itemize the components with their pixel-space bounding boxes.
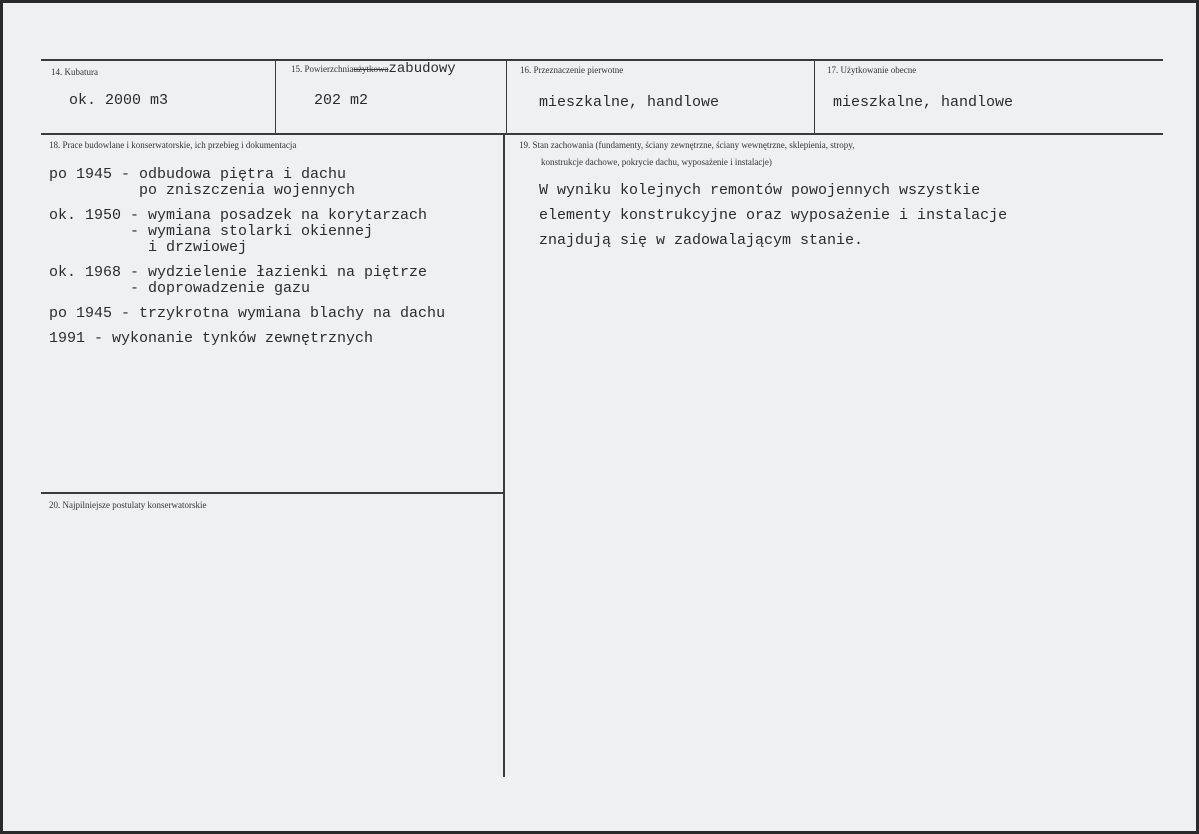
prace-entry [49, 306, 445, 322]
uzytkowanie-label: 17. Użytkowanie obecne [827, 65, 917, 75]
uzytkowanie-value: mieszkalne, handlowe [833, 94, 1014, 111]
kubatura-label: 14. Kubatura [51, 67, 98, 77]
stan-text-line: W wyniku kolejnych remontów powojennych wszystkie [539, 182, 981, 199]
main-column-divider [503, 135, 505, 777]
kubatura-value: ok. 2000 m3 [69, 92, 169, 109]
powierzchnia-label [291, 61, 456, 77]
top-rule [41, 59, 1163, 61]
prace-entry [49, 167, 445, 199]
prace-line: ok. 1950 - wymiana posadzek na korytarzach [49, 207, 428, 224]
divider-14-15 [275, 61, 276, 133]
prace-line: ok. 1968 - wydzielenie łazienki na piętrze [49, 264, 428, 281]
prace-line: - doprowadzenie gazu [49, 280, 311, 297]
stan-label-line2: konstrukcje dachowe, pokrycie dachu, wyposażenie i instalacje) [541, 157, 772, 167]
prace-entry [49, 331, 445, 347]
prace-line: po 1945 - trzykrotna wymiana blachy na dachu [49, 305, 446, 322]
stan-text [539, 178, 1099, 253]
powierzchnia-label-prefix: 15. Powierzchnia [291, 64, 354, 74]
postulaty-label: 20. Najpilniejsze postulaty konserwatorskie [49, 500, 207, 510]
divider-15-16 [506, 61, 507, 133]
row1-bottom-rule [41, 133, 1163, 135]
przeznaczenie-label: 16. Przeznaczenie pierwotne [520, 65, 624, 75]
prace-line: po zniszczenia wojennych [49, 182, 356, 199]
prace-entry [49, 265, 445, 297]
stan-label-line1: 19. Stan zachowania (fundamenty, ściany zewnętrzne, ściany wewnętrzne, sklepienia, stropy, [519, 140, 855, 150]
przeznaczenie-value: mieszkalne, handlowe [539, 94, 720, 111]
prace-line: po 1945 - odbudowa piętra i dachu [49, 166, 347, 183]
prace-entries [49, 167, 445, 356]
prace-entry [49, 208, 445, 256]
prace-line: 1991 - wykonanie tynków zewnętrznych [49, 330, 374, 347]
powierzchnia-label-struck: użytkowa [353, 64, 389, 74]
prace-line: i drzwiowej [49, 239, 248, 256]
stan-text-line: znajdują się w zadowalającym stanie. [539, 232, 864, 249]
powierzchnia-label-addon: zabudowy [388, 61, 456, 77]
prace-label: 18. Prace budowlane i konserwatorskie, ich przebieg i dokumentacja [49, 140, 297, 150]
powierzchnia-value: 202 m2 [314, 92, 369, 109]
prace-line: - wymiana stolarki okiennej [49, 223, 374, 240]
stan-text-line: elementy konstrukcyjne oraz wyposażenie i instalacje [539, 207, 1008, 224]
section18-bottom-rule [41, 492, 504, 494]
divider-16-17 [814, 61, 815, 133]
